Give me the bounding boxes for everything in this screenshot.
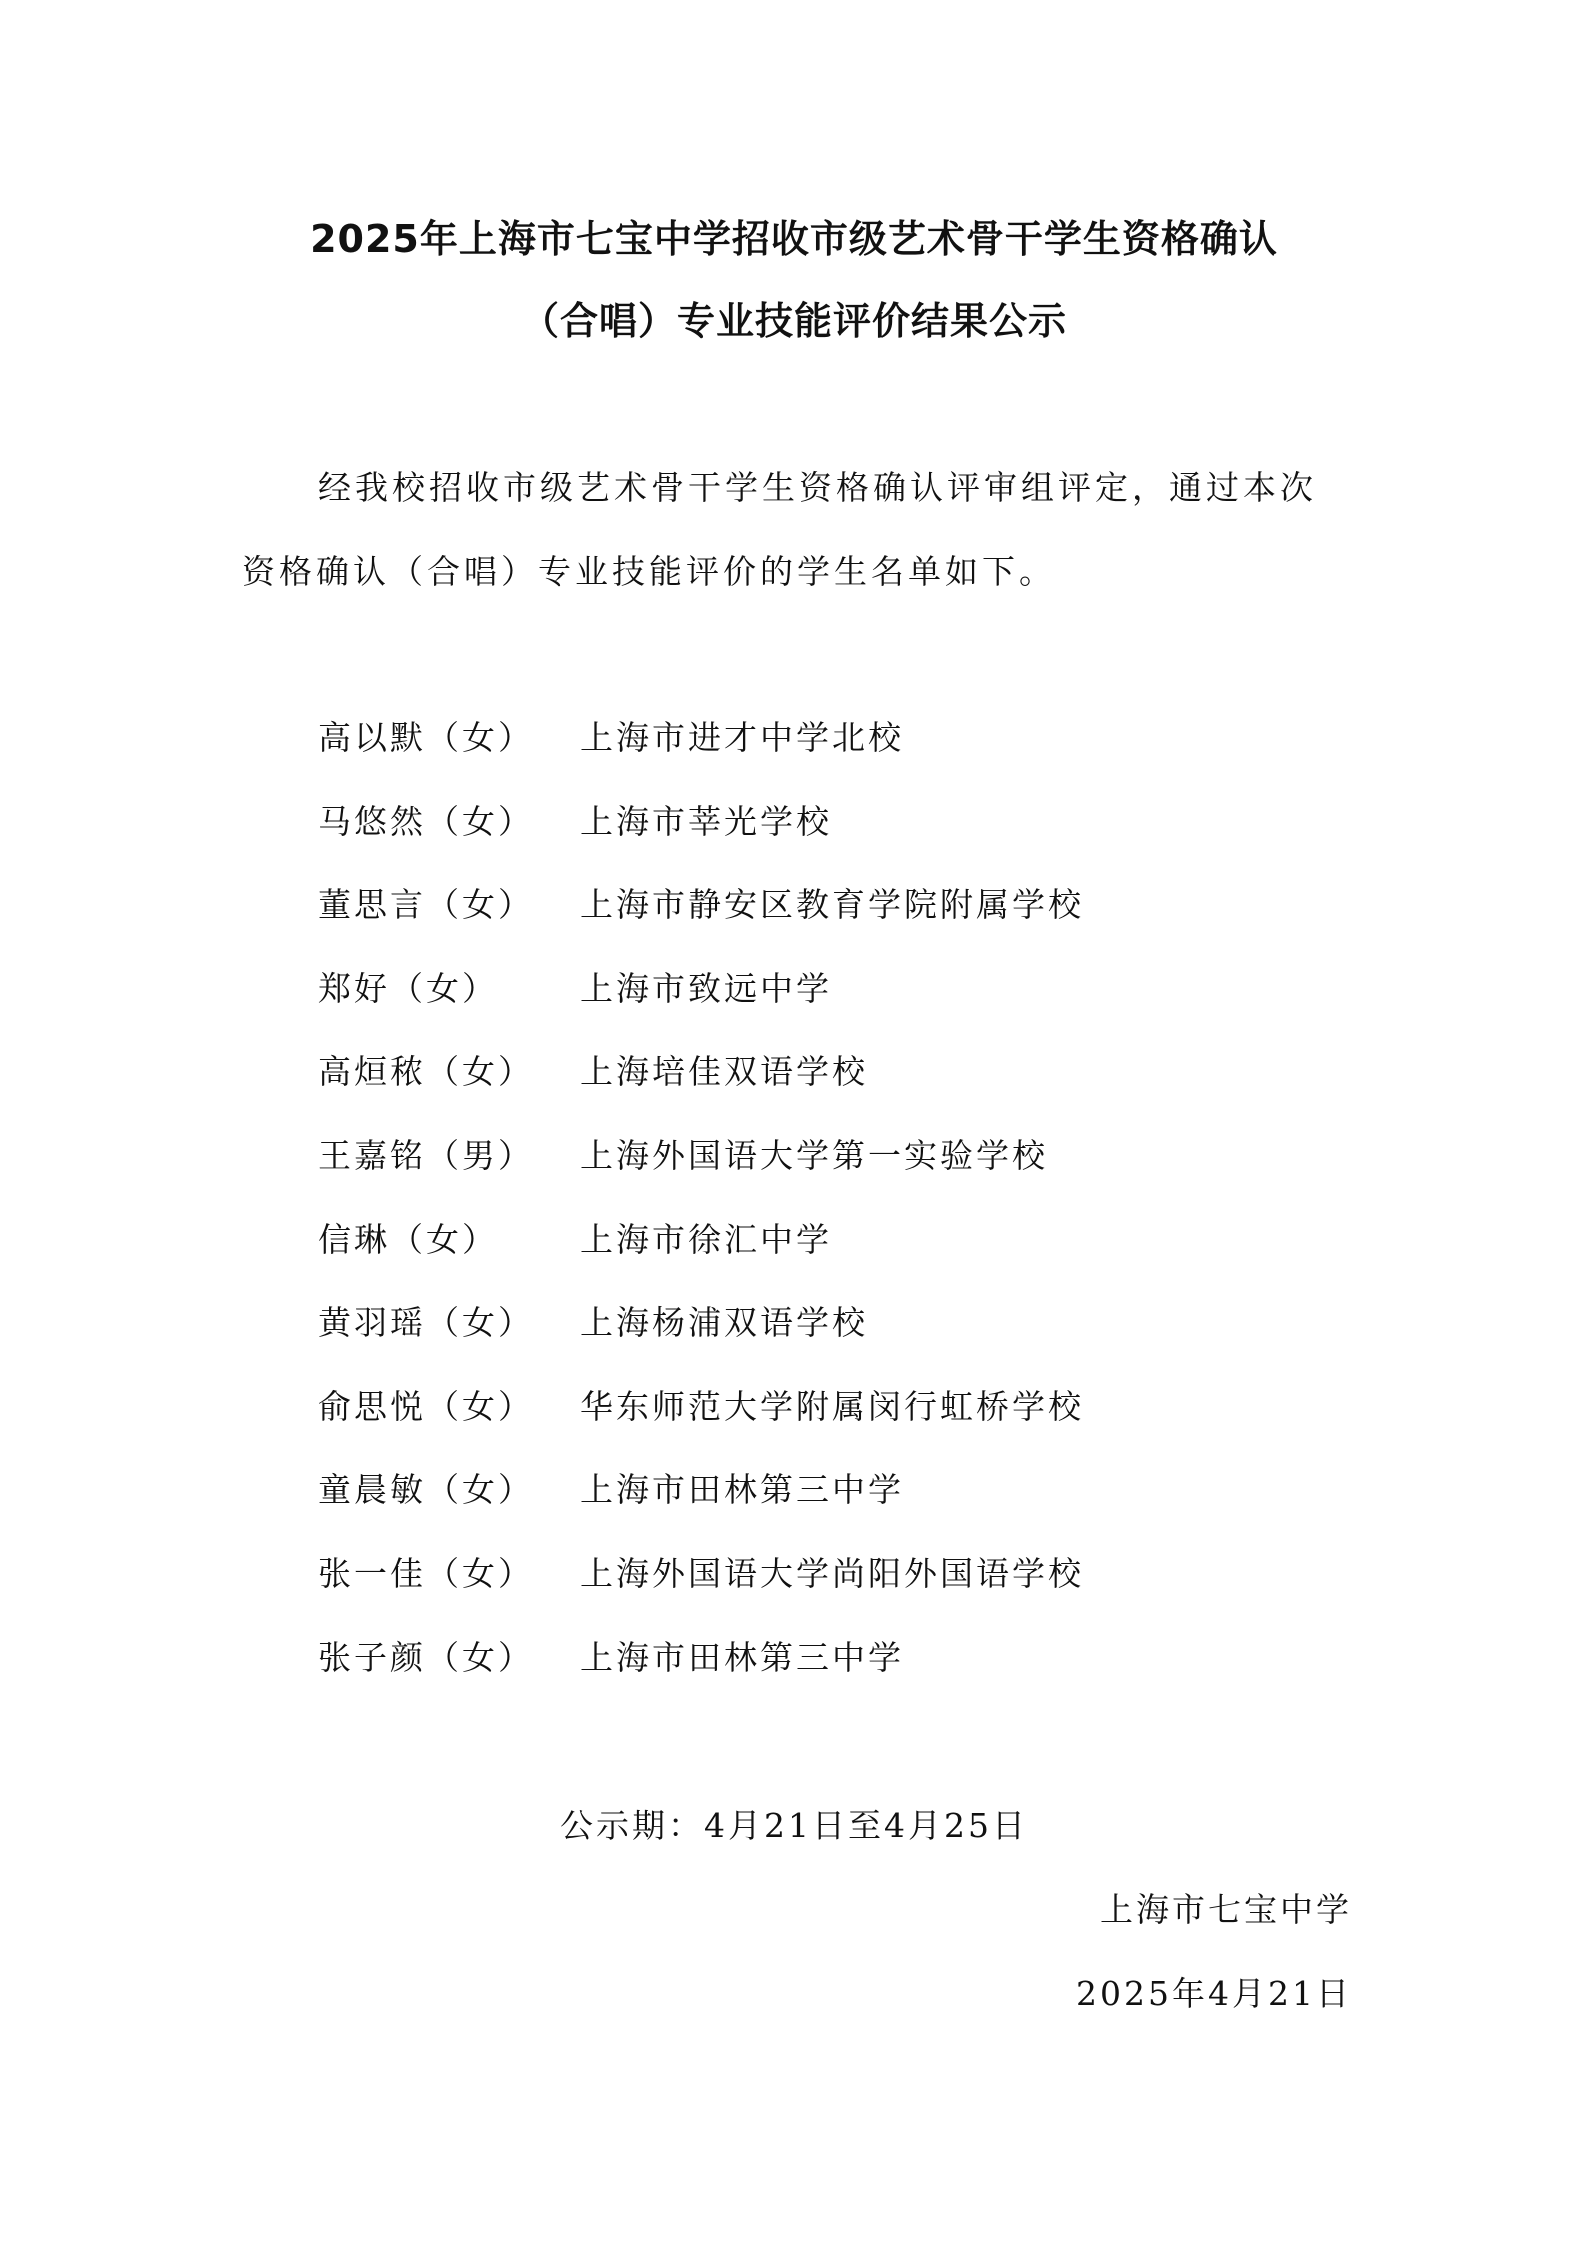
intro-paragraph-line2: 资格确认（合唱）专业技能评价的学生名单如下。: [242, 552, 1056, 591]
student-name: 马悠然（女）: [318, 801, 534, 841]
list-item: [318, 879, 1084, 963]
list-item: [318, 1130, 1084, 1214]
list-item: [318, 1297, 1084, 1381]
list-item: [318, 963, 1084, 1047]
student-school: 上海外国语大学第一实验学校: [580, 1135, 1048, 1175]
student-name: 黄羽瑶（女）: [318, 1303, 534, 1343]
student-list: [318, 712, 1084, 1715]
student-school: 上海杨浦双语学校: [580, 1303, 868, 1343]
document-title-line1: 2025年上海市七宝中学招收市级艺术骨干学生资格确认: [310, 217, 1278, 261]
student-school: 上海市致远中学: [580, 968, 832, 1008]
student-school: 上海市田林第三中学: [580, 1637, 904, 1677]
list-item: [318, 712, 1084, 796]
signing-date: 2025年4月21日: [1076, 1974, 1352, 2013]
student-school: 上海培佳双语学校: [580, 1052, 868, 1092]
list-item: [318, 1214, 1084, 1298]
student-name: 信琳（女）: [318, 1219, 498, 1259]
list-item: [318, 1464, 1084, 1548]
list-item: [318, 796, 1084, 880]
student-school: 上海市静安区教育学院附属学校: [580, 885, 1084, 925]
student-name: 俞思悦（女）: [318, 1386, 534, 1426]
student-school: 华东师范大学附属闵行虹桥学校: [580, 1386, 1084, 1426]
student-school: 上海市徐汇中学: [580, 1219, 832, 1259]
list-item: [318, 1046, 1084, 1130]
signing-organization: 上海市七宝中学: [1100, 1890, 1352, 1929]
student-school: 上海外国语大学尚阳外国语学校: [580, 1553, 1084, 1593]
student-school: 上海市莘光学校: [580, 801, 832, 841]
list-item: [318, 1632, 1084, 1716]
list-item: [318, 1381, 1084, 1465]
student-name: 董思言（女）: [318, 885, 534, 925]
student-name: 童晨敏（女）: [318, 1470, 534, 1510]
student-name: 张一佳（女）: [318, 1553, 534, 1593]
student-name: 王嘉铭（男）: [318, 1135, 534, 1175]
intro-paragraph-line1: 经我校招收市级艺术骨干学生资格确认评审组评定，通过本次: [318, 468, 1317, 507]
document-title-line2: （合唱）专业技能评价结果公示: [520, 299, 1067, 343]
student-name: 高以默（女）: [318, 718, 534, 757]
student-school: 上海市进才中学北校: [580, 718, 904, 757]
publicity-period: 公示期：4月21日至4月25日: [560, 1806, 1028, 1845]
student-name: 张子颜（女）: [318, 1637, 534, 1677]
list-item: [318, 1548, 1084, 1632]
student-name: 郑好（女）: [318, 968, 498, 1008]
student-school: 上海市田林第三中学: [580, 1470, 904, 1510]
student-name: 高烜秾（女）: [318, 1052, 534, 1092]
